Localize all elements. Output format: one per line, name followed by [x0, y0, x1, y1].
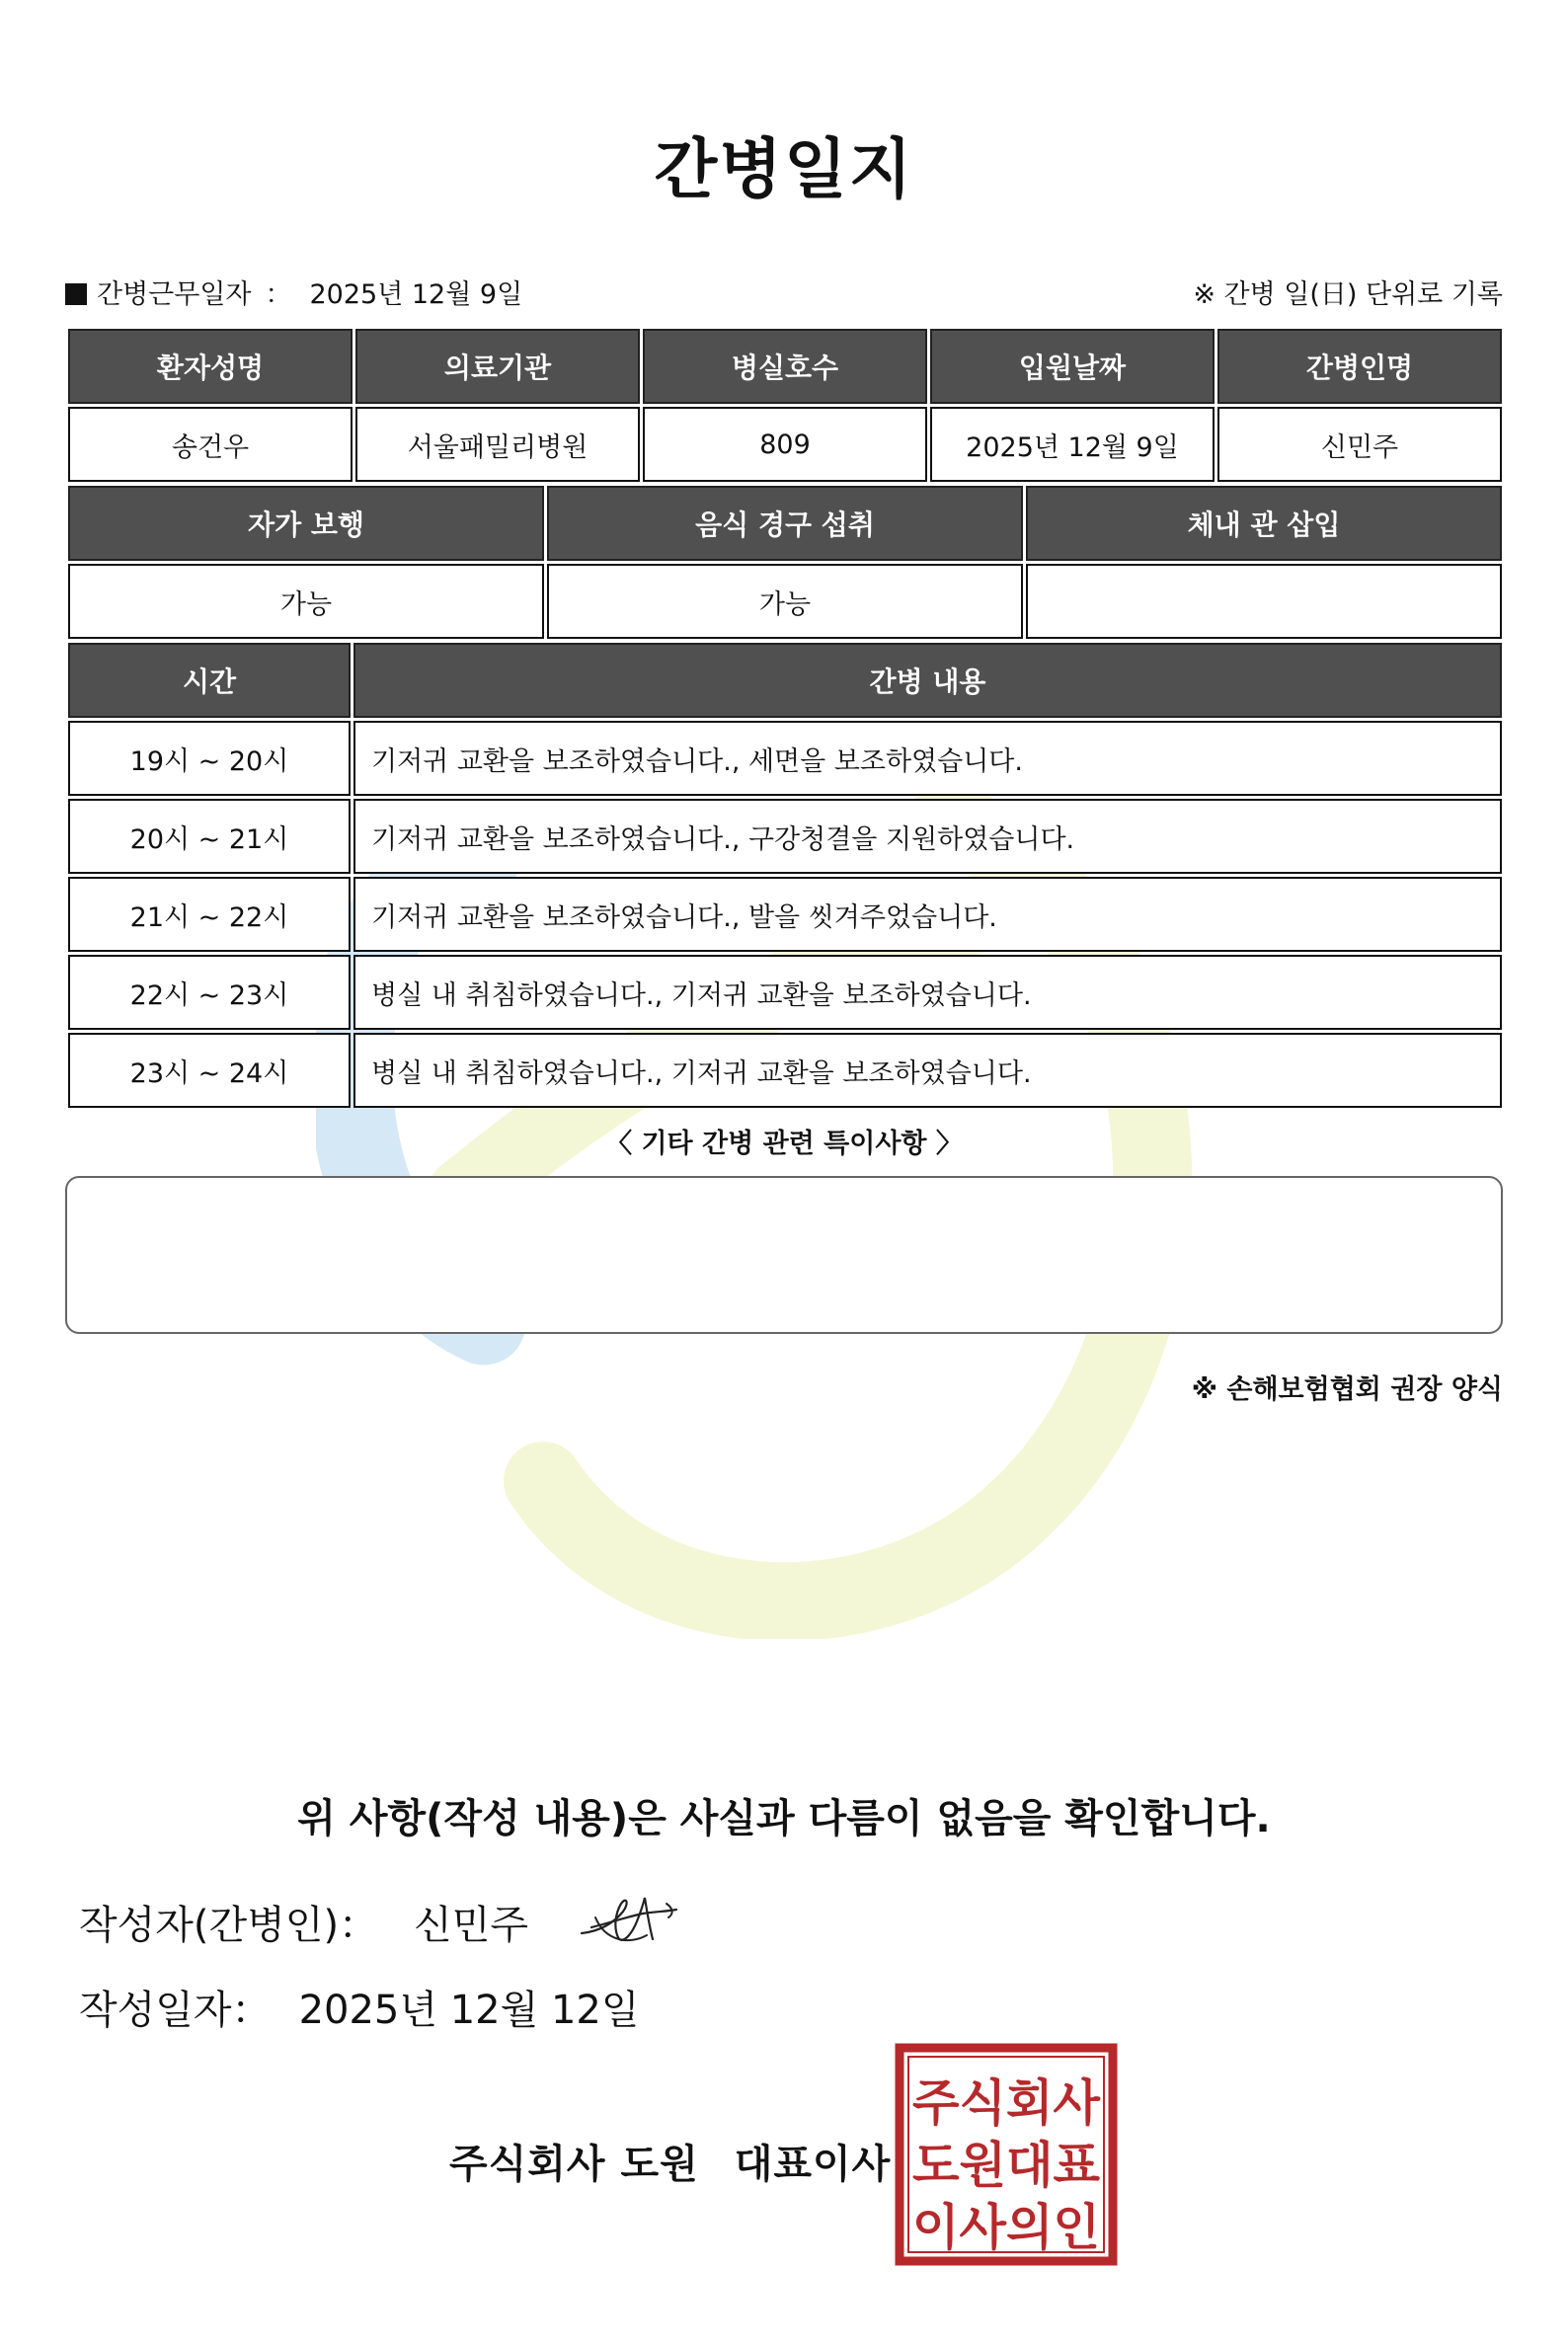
- seal-line-2: 도원대표: [912, 2137, 1101, 2194]
- square-bullet-icon: [65, 283, 87, 305]
- hospital-name: 서울패밀리병원: [355, 407, 640, 482]
- status-table: [65, 483, 1505, 642]
- header-admission-date: 입원날짜: [930, 329, 1215, 404]
- room-number: 809: [643, 407, 927, 482]
- written-date-label: 작성일자：: [79, 1988, 272, 2033]
- tube-value: [1026, 564, 1502, 639]
- table-row: [68, 721, 1502, 796]
- notes-box: [65, 1176, 1503, 1334]
- header-patient-name: 환자성명: [68, 329, 353, 404]
- header-room: 병실호수: [643, 329, 927, 404]
- care-log-table: [65, 640, 1505, 1111]
- log-content: 기저귀 교환을 보조하였습니다., 세면을 보조하였습니다.: [353, 721, 1502, 796]
- patient-info-table: [65, 326, 1505, 485]
- admission-date: 2025년 12월 9일: [930, 407, 1215, 482]
- company-seal-stamp: [894, 2042, 1119, 2267]
- header-care-content: 간병 내용: [353, 643, 1502, 718]
- work-date-value: 2025년 12월 9일: [309, 279, 523, 310]
- table-row: [68, 877, 1502, 952]
- writer-label: 작성자(간병인)：: [79, 1903, 379, 1948]
- header-caregiver: 간병인명: [1217, 329, 1502, 404]
- walking-value: 가능: [68, 564, 544, 639]
- work-date: [65, 273, 522, 311]
- ceo-title: 대표이사: [734, 2142, 892, 2187]
- header-time: 시간: [68, 643, 351, 718]
- table-row: [68, 955, 1502, 1030]
- header-tube: 체내 관 삽입: [1026, 486, 1502, 561]
- oral-intake-value: 가능: [547, 564, 1023, 639]
- recommend-note: ※ 손해보험협회 권장 양식: [1191, 1374, 1503, 1405]
- log-content: 기저귀 교환을 보조하였습니다., 발을 씻겨주었습니다.: [353, 877, 1502, 952]
- seal-line-3: 이사의인: [912, 2199, 1100, 2256]
- patient-value-row: [68, 407, 1502, 482]
- confirmation-statement: 위 사항(작성 내용)은 사실과 다름이 없음을 확인합니다.: [297, 1796, 1271, 1841]
- page-title: 간병일지: [654, 131, 914, 207]
- company-name: 주식회사 도원: [449, 2142, 699, 2187]
- written-date-value: 2025년 12월 12일: [298, 1988, 640, 2033]
- signature-image: [578, 1884, 681, 1953]
- notes-title: 〈 기타 간병 관련 특이사항 〉: [605, 1129, 963, 1159]
- patient-name: 송건우: [68, 407, 353, 482]
- caregiver-name: 신민주: [1217, 407, 1502, 482]
- company-signature: [449, 2133, 891, 2189]
- table-row: [68, 1033, 1502, 1108]
- work-date-separator: ：: [265, 279, 292, 310]
- seal-line-1: 주식회사: [912, 2074, 1101, 2132]
- log-time: 22시 ~ 23시: [68, 955, 351, 1030]
- work-date-label: 간병근무일자: [97, 279, 252, 310]
- status-header-row: [68, 486, 1502, 561]
- writer-name: 신민주: [414, 1903, 528, 1948]
- unit-note: ※ 간병 일(日) 단위로 기록: [1193, 279, 1503, 310]
- header-hospital: 의료기관: [355, 329, 640, 404]
- log-header-row: [68, 643, 1502, 718]
- log-time: 20시 ~ 21시: [68, 799, 351, 874]
- status-value-row: [68, 564, 1502, 639]
- patient-header-row: [68, 329, 1502, 404]
- log-time: 21시 ~ 22시: [68, 877, 351, 952]
- header-walking: 자가 보행: [68, 486, 544, 561]
- table-row: [68, 799, 1502, 874]
- log-content: 병실 내 취침하였습니다., 기저귀 교환을 보조하였습니다.: [353, 1033, 1502, 1108]
- log-time: 19시 ~ 20시: [68, 721, 351, 796]
- writer-line: [79, 1894, 528, 1950]
- log-time: 23시 ~ 24시: [68, 1033, 351, 1108]
- log-content: 기저귀 교환을 보조하였습니다., 구강청결을 지원하였습니다.: [353, 799, 1502, 874]
- written-date-line: [79, 1979, 640, 2035]
- header-oral-intake: 음식 경구 섭취: [547, 486, 1023, 561]
- log-content: 병실 내 취침하였습니다., 기저귀 교환을 보조하였습니다.: [353, 955, 1502, 1030]
